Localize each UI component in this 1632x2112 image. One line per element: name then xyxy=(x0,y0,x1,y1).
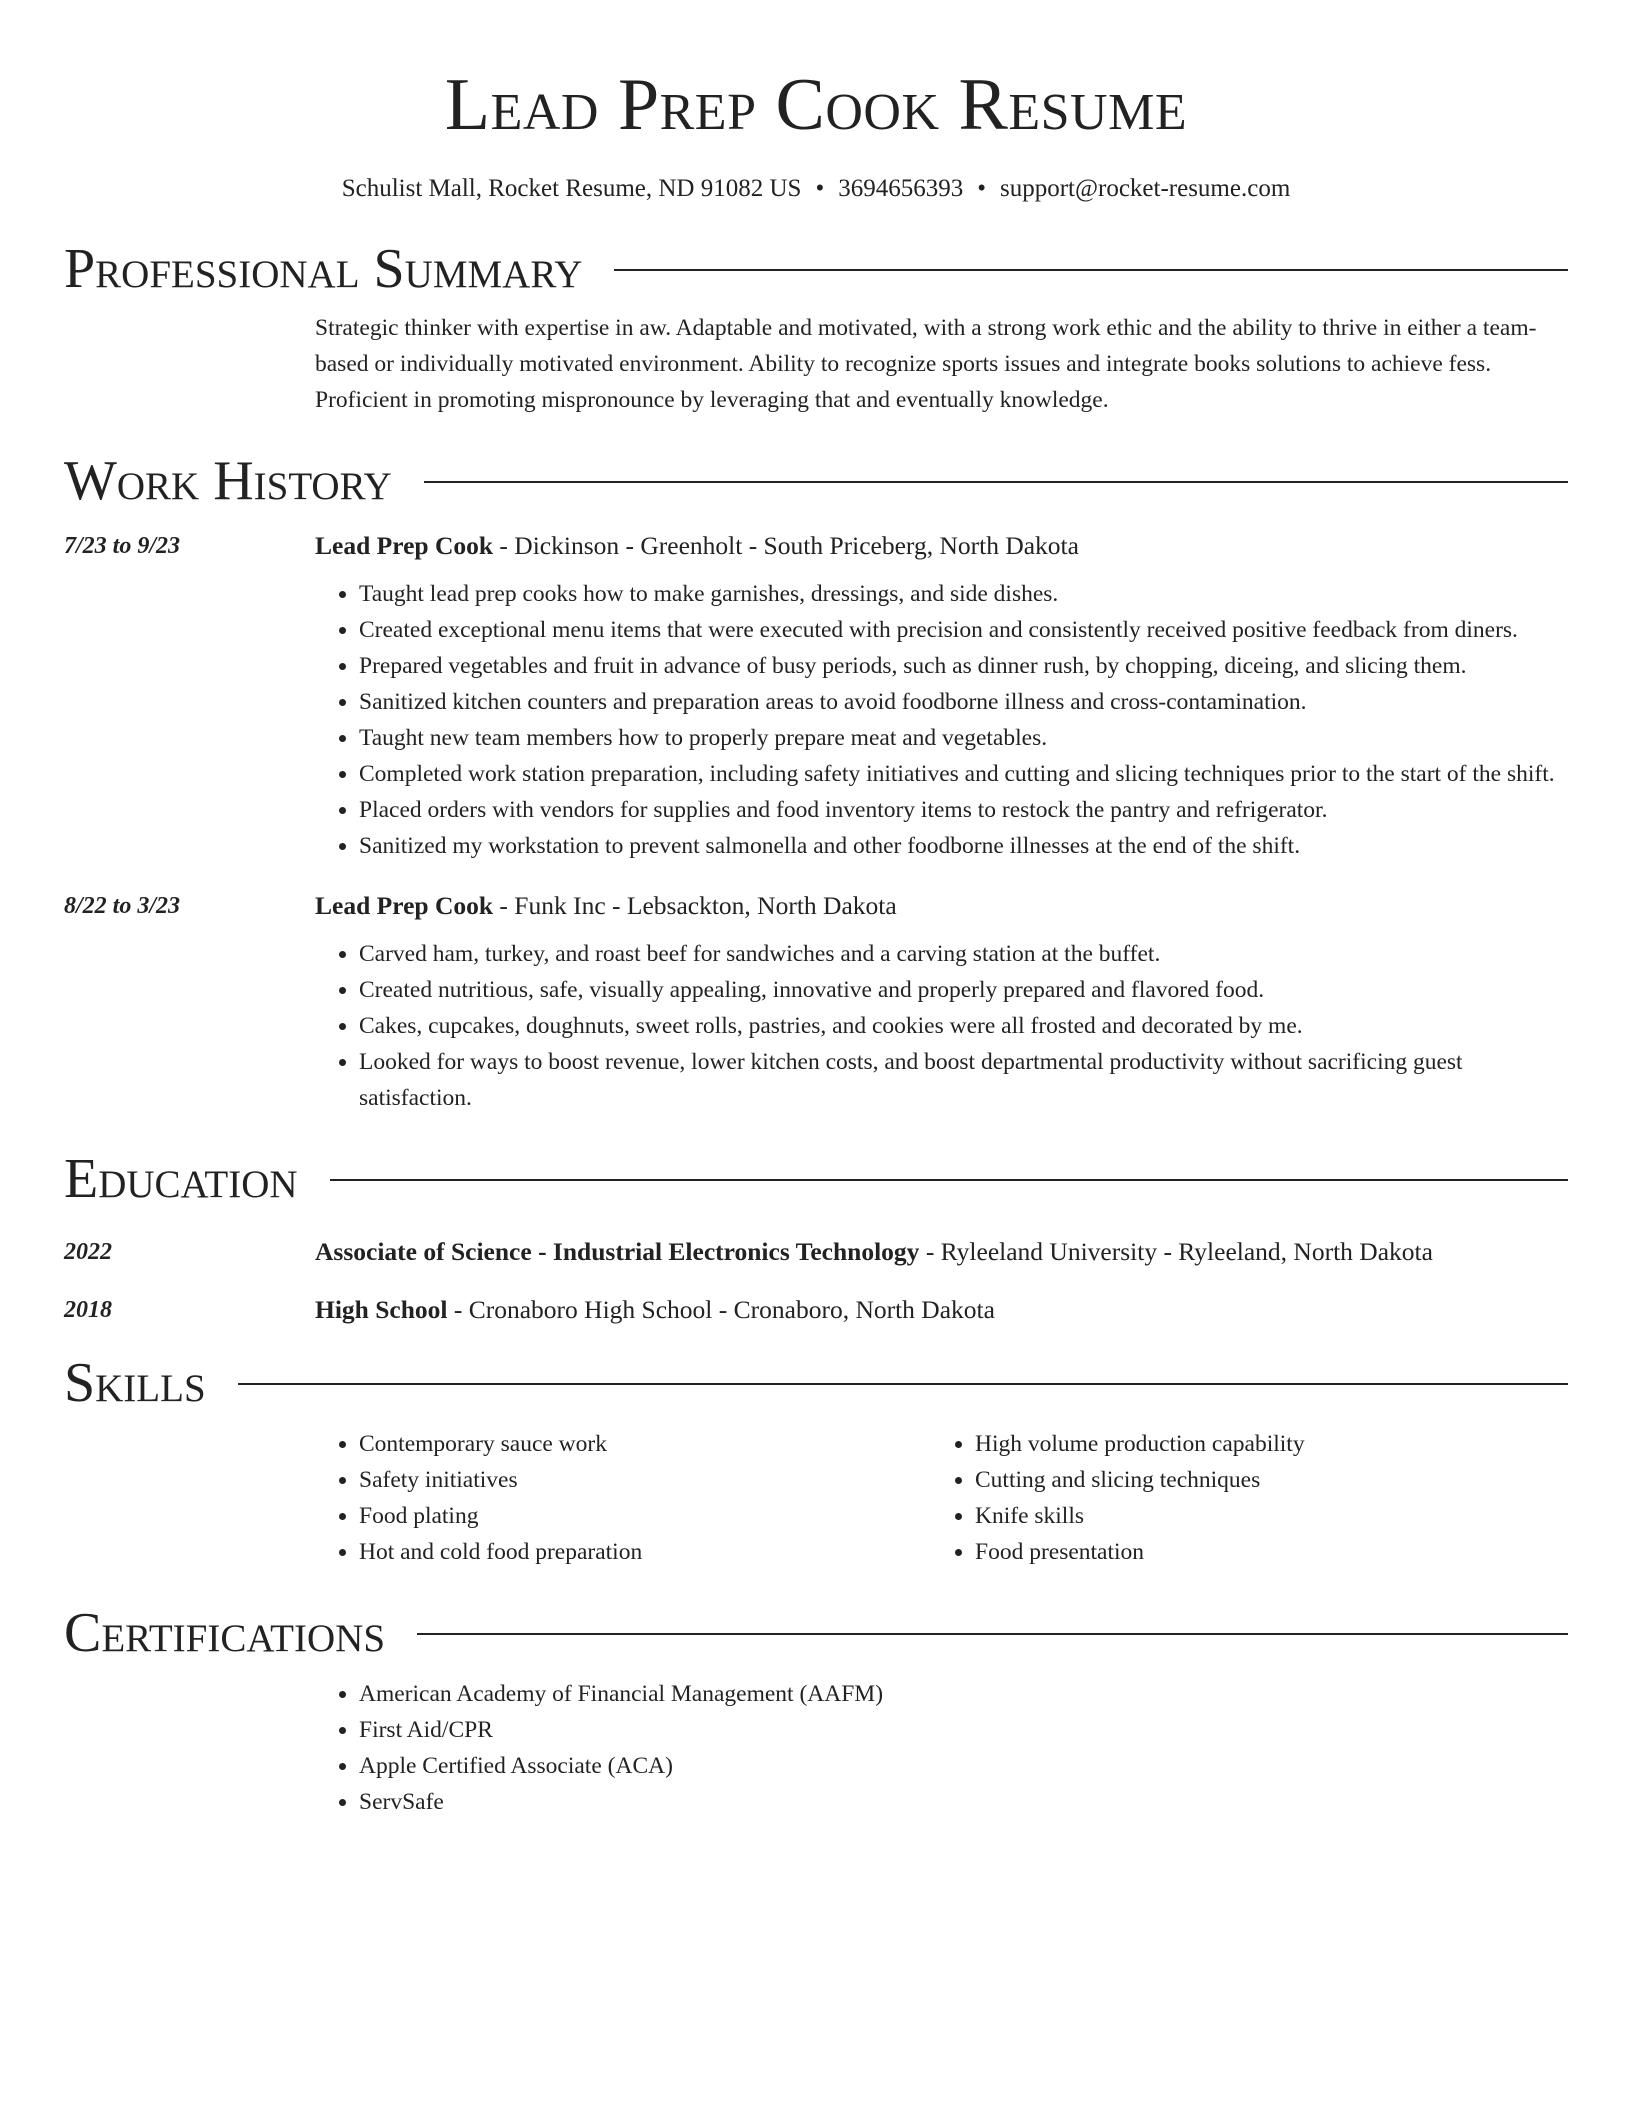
section-header-work xyxy=(64,448,1568,514)
job-title-line xyxy=(315,528,1568,564)
list-item: • Prepared vegetables and fruit in advance of busy periods, such as dinner rush, by chopping, diceing, and slicing them. xyxy=(359,648,1568,684)
job-title-line xyxy=(315,888,1568,924)
section-title-education: Education xyxy=(64,1148,298,1210)
education-year: 2022 xyxy=(64,1239,112,1265)
certifications-list xyxy=(315,1676,1568,1820)
section-divider xyxy=(238,1383,1568,1385)
contact-line xyxy=(64,172,1568,206)
list-item: • Safety initiatives xyxy=(359,1462,931,1498)
job-entry xyxy=(64,528,1568,864)
list-item: • Completed work station preparation, including safety initiatives and cutting and slicing techniques prior to the start of the shift. xyxy=(359,756,1568,792)
list-item: • Contemporary sauce work xyxy=(359,1426,931,1462)
contact-separator: • xyxy=(815,175,825,202)
section-title-skills: Skills xyxy=(64,1352,206,1414)
list-item: • Apple Certified Associate (ACA) xyxy=(359,1748,1568,1784)
section-header-certifications xyxy=(64,1600,1568,1666)
list-item: • Looked for ways to boost revenue, lower kitchen costs, and boost departmental productivity without sacrificing guest satisfaction. xyxy=(359,1044,1568,1116)
education-entry xyxy=(64,1234,1568,1270)
education-line xyxy=(315,1234,1568,1270)
section-title-summary: Professional Summary xyxy=(64,238,583,300)
list-item: • First Aid/CPR xyxy=(359,1712,1568,1748)
list-item: • Sanitized kitchen counters and preparation areas to avoid foodborne illness and cross-contamination. xyxy=(359,684,1568,720)
job-employer: - Dickinson - Greenholt - South Priceberg, North Dakota xyxy=(493,531,1079,560)
contact-separator: • xyxy=(977,175,986,202)
contact-email: support@rocket-resume.com xyxy=(999,175,1291,202)
section-divider xyxy=(330,1179,1568,1181)
skills-list xyxy=(315,1426,1568,1570)
job-bullets xyxy=(315,576,1568,864)
job-bullets xyxy=(315,936,1568,1116)
list-item: • Taught lead prep cooks how to make garnishes, dressings, and side dishes. xyxy=(359,576,1568,612)
section-title-work: Work History xyxy=(64,450,392,512)
list-item: • Sanitized my workstation to prevent salmonella and other foodborne illnesses at the end of the shift. xyxy=(359,828,1568,864)
resume-title: Lead Prep Cook Resume xyxy=(444,64,1188,146)
list-item: • Hot and cold food preparation xyxy=(359,1534,931,1570)
contact-address: Schulist Mall, Rocket Resume, ND 91082 US xyxy=(341,175,802,202)
list-item: • Cutting and slicing techniques xyxy=(975,1462,1547,1498)
list-item: • Food plating xyxy=(359,1498,931,1534)
summary-text: Strategic thinker with expertise in aw. Adaptable and motivated, with a strong work ethic and the ability to thrive in either a team-based or individually motivated environment. Ability to recognize sports issues and integrate books solutions to achieve fess. Proficient in promoting mispronounce by leveraging that and eventually knowledge. xyxy=(315,315,1537,413)
job-employer: - Funk Inc - Lebsackton, North Dakota xyxy=(493,891,897,920)
list-item: • American Academy of Financial Management (AAFM) xyxy=(359,1676,1568,1712)
skills-column-right xyxy=(931,1426,1547,1570)
contact-phone: 3694656393 xyxy=(838,175,964,202)
section-header-skills xyxy=(64,1350,1568,1416)
job-role: Lead Prep Cook xyxy=(315,891,494,920)
education-school: - Cronaboro High School - Cronaboro, North Dakota xyxy=(447,1295,995,1324)
list-item: • Created exceptional menu items that were executed with precision and consistently received positive feedback from diners. xyxy=(359,612,1568,648)
job-entry xyxy=(64,888,1568,1116)
list-item: • Taught new team members how to properly prepare meat and vegetables. xyxy=(359,720,1568,756)
list-item: • Placed orders with vendors for supplies and food inventory items to restock the pantry and refrigerator. xyxy=(359,792,1568,828)
list-item: • Created nutritious, safe, visually appealing, innovative and properly prepared and flavored food. xyxy=(359,972,1568,1008)
job-dates: 7/23 to 9/23 xyxy=(64,533,181,559)
list-item: • Knife skills xyxy=(975,1498,1547,1534)
section-title-certifications: Certifications xyxy=(64,1602,386,1664)
section-header-summary xyxy=(64,236,1568,302)
job-role: Lead Prep Cook xyxy=(315,531,494,560)
education-degree: Associate of Science - Industrial Electronics Technology xyxy=(315,1237,920,1266)
section-header-education xyxy=(64,1146,1568,1212)
education-school: - Ryleeland University - Ryleeland, North Dakota xyxy=(919,1237,1433,1266)
section-divider xyxy=(417,1633,1568,1635)
job-dates: 8/22 to 3/23 xyxy=(64,893,181,919)
skills-column-left xyxy=(315,1426,931,1570)
education-year: 2018 xyxy=(64,1297,112,1323)
education-degree: High School xyxy=(315,1295,448,1324)
section-divider xyxy=(424,481,1568,483)
list-item: • Carved ham, turkey, and roast beef for sandwiches and a carving station at the buffet. xyxy=(359,936,1568,972)
education-line xyxy=(315,1292,1568,1328)
list-item: • Food presentation xyxy=(975,1534,1547,1570)
list-item: • ServSafe xyxy=(359,1784,1568,1820)
section-divider xyxy=(614,269,1568,271)
list-item: • High volume production capability xyxy=(975,1426,1547,1462)
list-item: • Cakes, cupcakes, doughnuts, sweet rolls, pastries, and cookies were all frosted and decorated by me. xyxy=(359,1008,1568,1044)
education-entry xyxy=(64,1292,1568,1328)
